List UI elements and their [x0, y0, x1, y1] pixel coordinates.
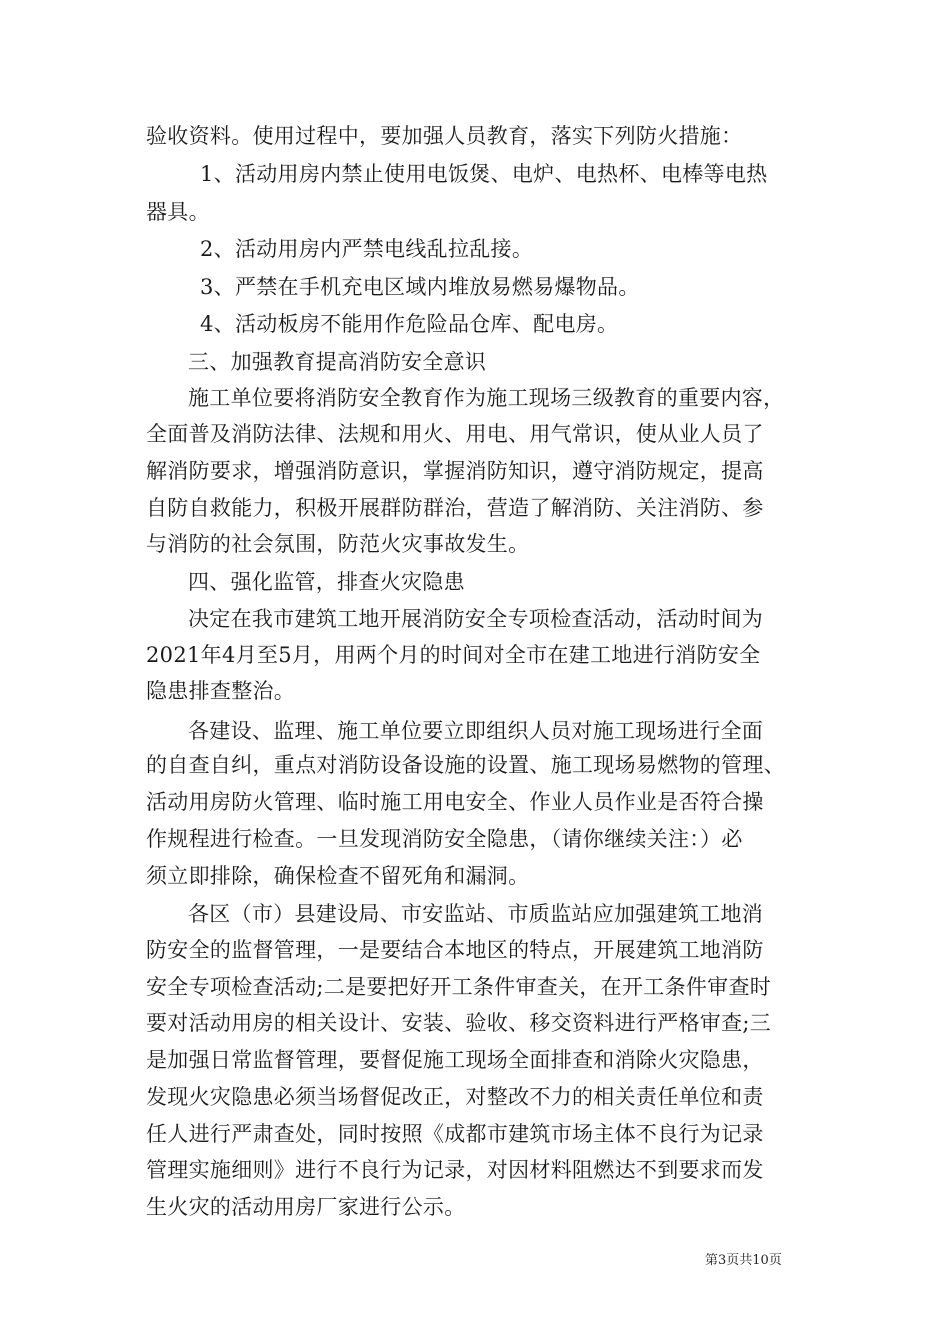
list-item: 2、活动用房内严禁电线乱拉乱接。 — [200, 237, 534, 261]
text-line: 2021年4月至5月，用两个月的时间对全市在建工地进行消防安全 — [146, 643, 761, 667]
text-line: 要对活动用房的相关设计、安装、验收、移交资料进行严格审查;三 — [146, 1011, 772, 1035]
text-line: 器具。 — [146, 200, 210, 224]
text-line: 安全专项检查活动;二是要把好开工条件审查关，在开工条件审查时 — [146, 975, 772, 999]
text-line: 生火灾的活动用房厂家进行公示。 — [146, 1195, 466, 1219]
text-line: 施工单位要将消防安全教育作为施工现场三级教育的重要内容， — [188, 386, 785, 410]
text-line: 发现火灾隐患必须当场督促改正，对整改不力的相关责任单位和责 — [146, 1085, 764, 1109]
text-line: 与消防的社会氛围，防范火灾事故发生。 — [146, 532, 530, 556]
text-line: 是加强日常监督管理，要督促施工现场全面排查和消除火灾隐患， — [146, 1048, 764, 1072]
section-heading: 四、强化监管，排查火灾隐患 — [188, 570, 465, 594]
text-line: 作规程进行检查。一旦发现消防安全隐患，（请你继续关注：）必 — [146, 827, 743, 851]
text-line: 各区（市）县建设局、市安监站、市质监站应加强建筑工地消 — [188, 902, 764, 926]
text-line: 隐患排查整治。 — [146, 679, 296, 703]
text-line: 的自查自纠，重点对消防设备设施的设置、施工现场易燃物的管理、 — [146, 753, 785, 777]
list-item: 4、活动板房不能用作危险品仓库、配电房。 — [200, 312, 619, 336]
page-number: 第3页共10页 — [705, 1253, 782, 1268]
text-line: 验收资料。使用过程中，要加强人员教育，落实下列防火措施： — [146, 124, 743, 148]
text-line: 防安全的监督管理，一是要结合本地区的特点，开展建筑工地消防 — [146, 938, 764, 962]
text-line: 自防自救能力，积极开展群防群治，营造了解消防、关注消防、参 — [146, 496, 764, 520]
text-line: 管理实施细则》进行不良行为记录，对因材料阻燃达不到要求而发 — [146, 1158, 764, 1182]
text-line: 活动用房防火管理、临时施工用电安全、作业人员作业是否符合操 — [146, 790, 764, 814]
text-line: 解消防要求，增强消防意识，掌握消防知识，遵守消防规定，提高 — [146, 459, 764, 483]
text-line: 任人进行严肃查处，同时按照《成都市建筑市场主体不良行为记录 — [146, 1122, 764, 1146]
list-item: 1、活动用房内禁止使用电饭煲、电炉、电热杯、电棒等电热 — [200, 162, 768, 186]
text-line: 决定在我市建筑工地开展消防安全专项检查活动，活动时间为 — [188, 607, 764, 631]
text-line: 全面普及消防法律、法规和用火、用电、用气常识，使从业人员了 — [146, 422, 764, 446]
text-line: 各建设、监理、施工单位要立即组织人员对施工现场进行全面 — [188, 719, 764, 743]
text-line: 须立即排除，确保检查不留死角和漏洞。 — [146, 864, 530, 888]
section-heading: 三、加强教育提高消防安全意识 — [188, 350, 487, 374]
list-item: 3、严禁在手机充电区域内堆放易燃易爆物品。 — [200, 275, 640, 299]
